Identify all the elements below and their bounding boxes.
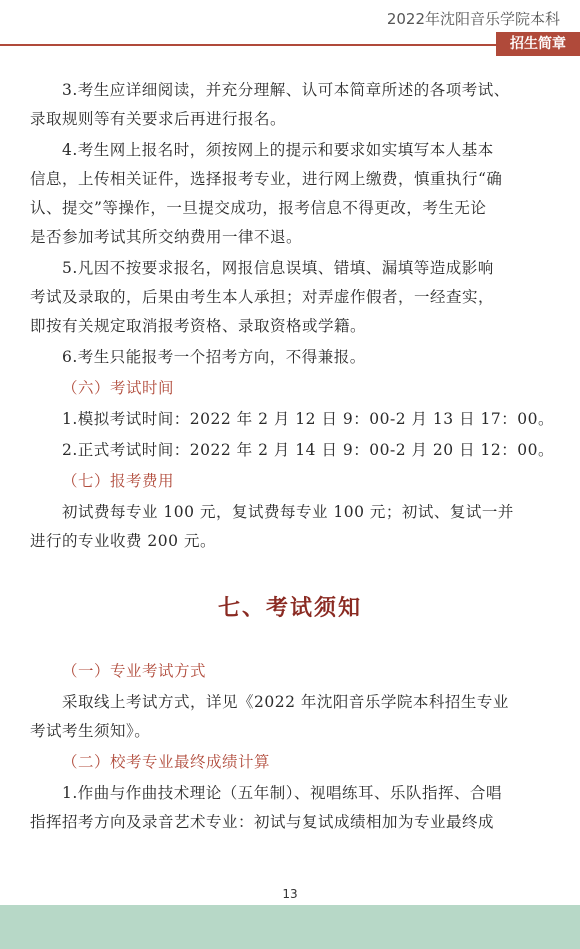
section-title: 七、考试须知	[217, 595, 362, 621]
text-line: 进行的专业收费 200 元。	[30, 532, 216, 550]
score-calc-heading: （二）校考专业最终成绩计算	[62, 753, 271, 771]
text-line: 采取线上考试方式，详见《2022 年沈阳音乐学院本科招生专业	[62, 693, 509, 711]
page-number: 13	[282, 887, 298, 901]
exam-time-item: 2.正式考试时间：2022 年 2 月 14 日 9：00-2 月 20 日 12：00。	[62, 441, 554, 459]
exam-time-heading: （六）考试时间	[62, 379, 175, 397]
text-line: 4.考生网上报名时，须按网上的提示和要求如实填写本人基本	[62, 141, 494, 159]
fees-heading: （七）报考费用	[62, 472, 175, 490]
text-line: 5.凡因不按要求报名，网报信息误填、错填、漏填等造成影响	[62, 259, 494, 277]
text-line: 录取规则等有关要求后再进行报名。	[30, 110, 287, 128]
text-line: 认、提交”等操作，一旦提交成功，报考信息不得更改，考生无论	[30, 199, 487, 217]
header-rule	[0, 44, 496, 46]
paragraph-3	[30, 76, 560, 134]
paragraph-6	[62, 343, 560, 372]
exam-method-heading: （一）专业考试方式	[62, 662, 207, 680]
text-line: 指挥招考方向及录音艺术专业：初试与复试成绩相加为专业最终成	[30, 813, 495, 831]
document-body	[30, 76, 560, 839]
header-badge: 招生简章	[496, 32, 580, 56]
header-title: 2022年沈阳音乐学院本科	[386, 10, 560, 28]
score-calc-paragraph	[30, 779, 560, 837]
exam-method-paragraph	[30, 688, 560, 746]
text-line: 考试考生须知》。	[30, 722, 151, 740]
text-line: 6.考生只能报考一个招考方向，不得兼报。	[62, 348, 366, 366]
footer-band	[0, 905, 580, 949]
paragraph-4	[30, 136, 560, 252]
text-line: 是否参加考试其所交纳费用一律不退。	[30, 228, 303, 246]
text-line: 初试费每专业 100 元，复试费每专业 100 元；初试、复试一并	[62, 503, 514, 521]
text-line: 3.考生应详细阅读，并充分理解、认可本简章所述的各项考试、	[62, 81, 510, 99]
text-line: 考试及录取的，后果由考生本人承担；对弄虚作假者，一经查实，	[30, 288, 495, 306]
exam-time-item: 1.模拟考试时间：2022 年 2 月 12 日 9：00-2 月 13 日 17：00。	[62, 410, 554, 428]
text-line: 信息，上传相关证件，选择报考专业，进行网上缴费，慎重执行“确	[30, 170, 503, 188]
text-line: 即按有关规定取消报考资格、录取资格或学籍。	[30, 317, 367, 335]
text-line: 1.作曲与作曲技术理论（五年制）、视唱练耳、乐队指挥、合唱	[62, 784, 503, 802]
fees-paragraph	[30, 498, 560, 556]
paragraph-5	[30, 254, 560, 341]
